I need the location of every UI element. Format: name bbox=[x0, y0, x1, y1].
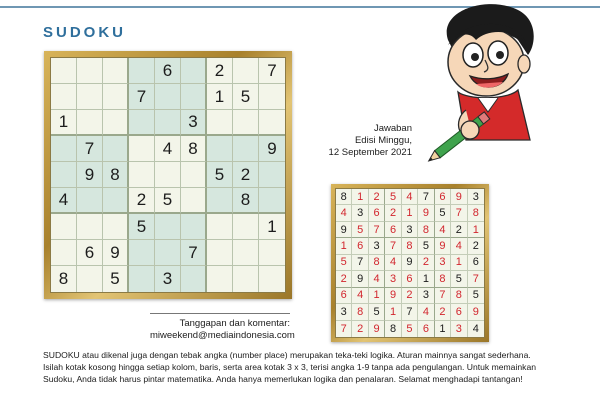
answer-given-cell: 7 bbox=[402, 304, 418, 320]
answer-solution-cell: 2 bbox=[402, 288, 418, 304]
puzzle-empty-cell[interactable] bbox=[103, 136, 129, 162]
answer-solution-cell: 8 bbox=[369, 255, 385, 271]
answer-solution-cell: 7 bbox=[435, 288, 451, 304]
description-line: Sudoku, Anda tidak harus pintar matematika. Anda hanya memerlukan logika dan penalaran. Selamat menghadapi tantangan! bbox=[43, 374, 523, 384]
answer-solution-cell: 1 bbox=[402, 205, 418, 221]
puzzle-given-cell: 8 bbox=[181, 136, 207, 162]
answer-grid bbox=[335, 188, 485, 338]
puzzle-empty-cell[interactable] bbox=[233, 214, 259, 240]
answer-solution-cell: 9 bbox=[468, 304, 484, 320]
puzzle-empty-cell[interactable] bbox=[103, 188, 129, 214]
answer-grid-frame bbox=[331, 184, 489, 342]
answer-solution-cell: 4 bbox=[352, 288, 368, 304]
answer-caption-line: Edisi Minggu, bbox=[354, 135, 412, 146]
puzzle-given-cell: 8 bbox=[233, 188, 259, 214]
answer-given-cell: 9 bbox=[336, 222, 352, 238]
puzzle-given-cell: 1 bbox=[51, 110, 77, 136]
answer-solution-cell: 7 bbox=[385, 238, 401, 254]
answer-solution-cell: 3 bbox=[385, 271, 401, 287]
description-line: SUDOKU atau dikenal juga dengan tebak angka (number place) merupakan teka-teki logika. Aturan mainnya sangat sederhana. bbox=[43, 350, 531, 360]
answer-given-cell: 5 bbox=[468, 288, 484, 304]
puzzle-given-cell: 4 bbox=[155, 136, 181, 162]
puzzle-empty-cell[interactable] bbox=[103, 58, 129, 84]
puzzle-empty-cell[interactable] bbox=[181, 58, 207, 84]
puzzle-empty-cell[interactable] bbox=[181, 214, 207, 240]
answer-solution-cell: 9 bbox=[451, 189, 467, 205]
answer-solution-cell: 8 bbox=[418, 222, 434, 238]
sudoku-puzzle-frame bbox=[44, 51, 292, 299]
puzzle-empty-cell[interactable] bbox=[77, 84, 103, 110]
answer-given-cell: 1 bbox=[418, 271, 434, 287]
answer-solution-cell: 1 bbox=[468, 222, 484, 238]
answer-solution-cell: 2 bbox=[336, 271, 352, 287]
puzzle-given-cell: 7 bbox=[181, 240, 207, 266]
answer-solution-cell: 6 bbox=[451, 304, 467, 320]
puzzle-empty-cell[interactable] bbox=[181, 188, 207, 214]
puzzle-empty-cell[interactable] bbox=[77, 266, 103, 292]
puzzle-empty-cell[interactable] bbox=[207, 214, 233, 240]
puzzle-given-cell: 1 bbox=[207, 84, 233, 110]
answer-solution-cell: 7 bbox=[369, 222, 385, 238]
answer-solution-cell: 6 bbox=[385, 222, 401, 238]
answer-given-cell: 3 bbox=[352, 205, 368, 221]
answer-solution-cell: 6 bbox=[336, 288, 352, 304]
puzzle-empty-cell[interactable] bbox=[129, 110, 155, 136]
puzzle-empty-cell[interactable] bbox=[155, 240, 181, 266]
puzzle-empty-cell[interactable] bbox=[181, 266, 207, 292]
puzzle-given-cell: 1 bbox=[259, 214, 285, 240]
answer-given-cell: 8 bbox=[336, 189, 352, 205]
puzzle-empty-cell[interactable] bbox=[233, 266, 259, 292]
puzzle-empty-cell[interactable] bbox=[155, 110, 181, 136]
puzzle-empty-cell[interactable] bbox=[233, 136, 259, 162]
puzzle-given-cell: 7 bbox=[129, 84, 155, 110]
answer-solution-cell: 9 bbox=[435, 238, 451, 254]
puzzle-given-cell: 5 bbox=[103, 266, 129, 292]
puzzle-given-cell: 5 bbox=[129, 214, 155, 240]
answer-solution-cell: 8 bbox=[402, 238, 418, 254]
puzzle-given-cell: 9 bbox=[77, 162, 103, 188]
puzzle-empty-cell[interactable] bbox=[233, 110, 259, 136]
answer-solution-cell: 6 bbox=[418, 321, 434, 337]
answer-solution-cell: 3 bbox=[451, 321, 467, 337]
puzzle-empty-cell[interactable] bbox=[51, 58, 77, 84]
puzzle-given-cell: 7 bbox=[259, 58, 285, 84]
puzzle-given-cell: 8 bbox=[103, 162, 129, 188]
answer-solution-cell: 3 bbox=[435, 255, 451, 271]
answer-solution-cell: 7 bbox=[468, 271, 484, 287]
answer-given-cell: 3 bbox=[369, 238, 385, 254]
puzzle-given-cell: 7 bbox=[77, 136, 103, 162]
answer-solution-cell: 4 bbox=[336, 205, 352, 221]
puzzle-empty-cell[interactable] bbox=[129, 162, 155, 188]
puzzle-empty-cell[interactable] bbox=[77, 188, 103, 214]
answer-given-cell: 3 bbox=[418, 288, 434, 304]
answer-caption bbox=[300, 123, 412, 159]
answer-solution-cell: 9 bbox=[385, 288, 401, 304]
puzzle-empty-cell[interactable] bbox=[155, 214, 181, 240]
puzzle-given-cell: 4 bbox=[51, 188, 77, 214]
answer-solution-cell: 1 bbox=[336, 238, 352, 254]
puzzle-given-cell: 2 bbox=[129, 188, 155, 214]
answer-given-cell: 8 bbox=[385, 321, 401, 337]
puzzle-empty-cell[interactable] bbox=[129, 266, 155, 292]
feedback-rule bbox=[150, 313, 290, 314]
puzzle-empty-cell[interactable] bbox=[103, 214, 129, 240]
puzzle-empty-cell[interactable] bbox=[207, 188, 233, 214]
answer-solution-cell: 2 bbox=[385, 205, 401, 221]
puzzle-empty-cell[interactable] bbox=[259, 84, 285, 110]
answer-given-cell: 7 bbox=[418, 189, 434, 205]
puzzle-empty-cell[interactable] bbox=[259, 240, 285, 266]
answer-solution-cell: 2 bbox=[352, 321, 368, 337]
rules-description bbox=[43, 349, 563, 385]
puzzle-given-cell: 6 bbox=[155, 58, 181, 84]
puzzle-empty-cell[interactable] bbox=[259, 266, 285, 292]
puzzle-given-cell: 5 bbox=[233, 84, 259, 110]
answer-solution-cell: 4 bbox=[451, 238, 467, 254]
answer-solution-cell: 2 bbox=[435, 304, 451, 320]
puzzle-empty-cell[interactable] bbox=[51, 240, 77, 266]
answer-solution-cell: 5 bbox=[352, 222, 368, 238]
answer-solution-cell: 5 bbox=[336, 255, 352, 271]
feedback-block bbox=[150, 318, 295, 342]
answer-solution-cell: 8 bbox=[435, 271, 451, 287]
puzzle-empty-cell[interactable] bbox=[181, 162, 207, 188]
puzzle-empty-cell[interactable] bbox=[51, 84, 77, 110]
answer-given-cell: 2 bbox=[451, 222, 467, 238]
answer-solution-cell: 2 bbox=[369, 189, 385, 205]
description-line: Isilah kotak kosong hingga setiap kolom, baris, serta area kotak 3 x 3, terisi angka 1-9 tanpa ada pengulangan. Untuk memainkan bbox=[43, 362, 537, 372]
puzzle-empty-cell[interactable] bbox=[233, 58, 259, 84]
page-title: SUDOKU bbox=[43, 24, 127, 41]
answer-solution-cell: 1 bbox=[451, 255, 467, 271]
answer-given-cell: 4 bbox=[472, 322, 479, 335]
answer-solution-cell: 4 bbox=[435, 222, 451, 238]
answer-solution-cell: 9 bbox=[418, 205, 434, 221]
answer-solution-cell: 9 bbox=[369, 321, 385, 337]
puzzle-empty-cell[interactable] bbox=[207, 240, 233, 266]
answer-solution-cell: 2 bbox=[418, 255, 434, 271]
puzzle-empty-cell[interactable] bbox=[103, 84, 129, 110]
puzzle-given-cell: 2 bbox=[207, 58, 233, 84]
answer-given-cell: 5 bbox=[369, 304, 385, 320]
cartoon-boy-with-pencil-icon bbox=[418, 0, 548, 170]
puzzle-empty-cell[interactable] bbox=[129, 136, 155, 162]
puzzle-given-cell: 8 bbox=[51, 266, 77, 292]
puzzle-given-cell: 3 bbox=[181, 110, 207, 136]
puzzle-given-cell: 3 bbox=[155, 266, 181, 292]
answer-solution-cell: 4 bbox=[418, 304, 434, 320]
answer-solution-cell: 1 bbox=[369, 288, 385, 304]
puzzle-given-cell: 9 bbox=[259, 136, 285, 162]
answer-solution-cell: 6 bbox=[435, 189, 451, 205]
puzzle-empty-cell[interactable] bbox=[129, 240, 155, 266]
puzzle-empty-cell[interactable] bbox=[77, 110, 103, 136]
answer-given-cell: 9 bbox=[352, 271, 368, 287]
puzzle-empty-cell[interactable] bbox=[207, 136, 233, 162]
sudoku-puzzle-grid bbox=[50, 57, 286, 293]
answer-given-cell: 1 bbox=[435, 321, 451, 337]
answer-given-cell: 5 bbox=[451, 271, 467, 287]
puzzle-empty-cell[interactable] bbox=[51, 162, 77, 188]
puzzle-empty-cell[interactable] bbox=[129, 58, 155, 84]
puzzle-empty-cell[interactable] bbox=[51, 136, 77, 162]
answer-given-cell: 3 bbox=[402, 222, 418, 238]
answer-solution-cell: 4 bbox=[402, 189, 418, 205]
answer-given-cell: 5 bbox=[418, 238, 434, 254]
puzzle-empty-cell[interactable] bbox=[77, 214, 103, 240]
answer-solution-cell: 8 bbox=[468, 205, 484, 221]
puzzle-empty-cell[interactable] bbox=[259, 188, 285, 214]
puzzle-empty-cell[interactable] bbox=[155, 162, 181, 188]
puzzle-given-cell: 9 bbox=[103, 240, 129, 266]
puzzle-given-cell: 5 bbox=[207, 162, 233, 188]
answer-solution-cell: 1 bbox=[385, 304, 401, 320]
answer-solution-cell: 6 bbox=[369, 205, 385, 221]
answer-given-cell: 2 bbox=[468, 238, 484, 254]
puzzle-empty-cell[interactable] bbox=[259, 162, 285, 188]
puzzle-empty-cell[interactable] bbox=[207, 110, 233, 136]
answer-given-cell: 3 bbox=[468, 189, 484, 205]
puzzle-empty-cell[interactable] bbox=[77, 58, 103, 84]
puzzle-empty-cell[interactable] bbox=[233, 240, 259, 266]
answer-given-cell: 5 bbox=[435, 205, 451, 221]
answer-given-cell: 3 bbox=[336, 304, 352, 320]
puzzle-empty-cell[interactable] bbox=[207, 266, 233, 292]
answer-solution-cell: 6 bbox=[402, 271, 418, 287]
answer-given-cell: 6 bbox=[468, 255, 484, 271]
answer-solution-cell: 5 bbox=[402, 321, 418, 337]
answer-solution-cell: 4 bbox=[369, 271, 385, 287]
answer-given-cell: 7 bbox=[352, 255, 368, 271]
puzzle-given-cell: 2 bbox=[233, 162, 259, 188]
answer-solution-cell: 1 bbox=[352, 189, 368, 205]
answer-caption-line: 12 September 2021 bbox=[328, 147, 412, 158]
answer-solution-cell: 5 bbox=[385, 189, 401, 205]
answer-solution-cell: 7 bbox=[451, 205, 467, 221]
answer-solution-cell: 8 bbox=[451, 288, 467, 304]
puzzle-empty-cell[interactable] bbox=[181, 84, 207, 110]
answer-solution-cell: 4 bbox=[385, 255, 401, 271]
answer-given-cell: 9 bbox=[402, 255, 418, 271]
puzzle-empty-cell[interactable] bbox=[51, 214, 77, 240]
answer-solution-cell: 6 bbox=[352, 238, 368, 254]
puzzle-empty-cell[interactable] bbox=[155, 84, 181, 110]
puzzle-given-cell: 5 bbox=[155, 188, 181, 214]
puzzle-empty-cell[interactable] bbox=[259, 110, 285, 136]
feedback-email: miweekend@mediaindonesia.com bbox=[150, 330, 295, 341]
answer-solution-cell: 8 bbox=[352, 304, 368, 320]
puzzle-given-cell: 6 bbox=[77, 240, 103, 266]
feedback-label: Tanggapan dan komentar: bbox=[179, 318, 290, 329]
puzzle-empty-cell[interactable] bbox=[103, 110, 129, 136]
answer-caption-line: Jawaban bbox=[373, 123, 412, 134]
answer-solution-cell: 7 bbox=[336, 321, 352, 337]
